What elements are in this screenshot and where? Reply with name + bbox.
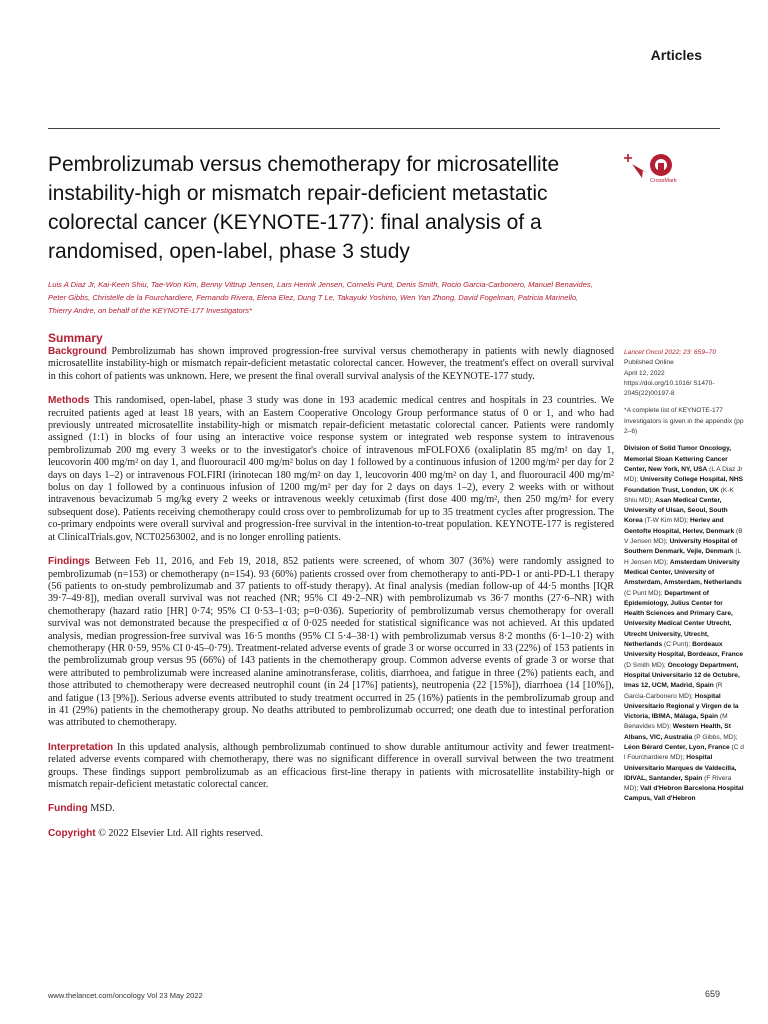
footer-journal: www.thelancet.com/oncology Vol 23 May 2022: [48, 991, 203, 1000]
publish-date: April 12, 2022: [624, 369, 665, 377]
interpretation-text: In this updated analysis, although pembrolizumab continued to show durable antitumour activity and fewer treatment-related adverse events compared with chemotherapy, there was no significant difference in overall survival between the two treatment groups. These findings support pembrolizumab as an efficacious first-line therapy in patients with microsatellite instability-high or mismatch repair-deficient metastatic colorectal cancer.: [48, 741, 614, 790]
affiliation-entry: Division of Solid Tumor Oncology, Memorial Sloan Kettering Cancer Center, New York, NY, USA (L A Diaz Jr MD);: [624, 445, 743, 484]
funding-label: Funding: [48, 803, 88, 815]
sidebar: [624, 348, 744, 812]
page-number: 659: [704, 989, 720, 999]
funding-text: MSD.: [87, 803, 115, 815]
abstract-interpretation: [48, 742, 614, 792]
affiliations: [624, 444, 744, 804]
abstract-findings: [48, 556, 614, 730]
background-label: Background: [48, 346, 107, 357]
published-online: Published Online: [624, 359, 674, 367]
findings-label: Findings: [48, 556, 91, 568]
methods-label: Methods: [48, 395, 90, 407]
journal-citation: Lancet Oncol 2022; 23: 659–70: [624, 349, 717, 356]
affiliation-entry: Bordeaux University Hospital, Bordeaux, France (D Smith MD);: [624, 641, 744, 669]
affiliation-entry: Hospital Universitario Marques de Valdecilla, IDIVAL, Santander, Spain (F Rivera MD);: [624, 754, 737, 793]
affiliation-entry: University Hospital of Southern Denmark, Vejle, Denmark (L H Jensen MD);: [624, 538, 742, 566]
affiliation-entry: Vall d'Hebron Barcelona Hospital Campus, Vall d'Hebron: [624, 785, 744, 803]
crossmark-badge[interactable]: [622, 152, 678, 190]
copyright-text: © 2022 Elsevier Ltd. All rights reserved.: [95, 827, 263, 839]
author-list: Luis A Diaz Jr, Kai-Keen Shiu, Tae-Won Kim, Benny Vittrup Jensen, Lars Henrik Jensen, Cornelis Punt, Denis Smith, Rocio Garcia-Carbonero, Manuel Benavides, Peter Gibbs, Christelle de la Fourchardiere, Fernando Rivera, Elena Elez, Dung T Le, Takayuki Yoshino, Wen Yan Zhong, David Fogelman, Patricia Marinello, Thierry Andre, on behalf of the KEYNOTE-177 Investigators*: [48, 280, 593, 315]
affiliation-entry: Asan Medical Center, University of Ulsan, Seoul, South Korea (T-W Kim MD);: [624, 496, 728, 525]
affiliation-entry: Hospital Universitario Regional y Virgen de la Victoria, IBIMA, Málaga, Spain (M Benavides MD);: [624, 692, 739, 731]
abstract-body: [48, 346, 614, 852]
crossmark-label: CrossMark: [650, 178, 677, 184]
affiliation-entry: Amsterdam University Medical Center, University of Amsterdam, Amsterdam, Netherlands (C Punt MD);: [624, 558, 742, 597]
background-text: Pembrolizumab has shown improved progression-free survival versus chemotherapy in patients with newly diagnosed microsatellite instability-high or mismatch repair-deficient metastatic colorectal cancer. However, the treatment's effect on overall survival in this cohort of patients was unknown. Here, we present the final overall survival analysis of the KEYNOTE-177 study.: [48, 346, 614, 382]
affiliation-entry: Oncology Department, Hospital Universitario 12 de Octubre, Imas 12, UCM, Madrid, Spain (R Garcia-Carbonero MD);: [624, 661, 740, 700]
findings-text: Between Feb 11, 2016, and Feb 19, 2018, 852 patients were screened, of whom 307 (36%) were randomly assigned to pembrolizumab (n=153) or chemotherapy (n=154). 93 (60%) patients crossed over from chemotherapy to anti-PD-1 or anti-PD-L1 therapy (56 patients to on-study pembrolizumab and 37 patients to off-study therapy). At final analysis (median follow-up of 44·5 months [IQR 39·7–49·8]), median overall survival was not reached (NR; 95% CI 49·2–NR) with pembrolizumab vs 36·7 months (27·6–NR) with chemotherapy (hazard ratio [HR] 0·74; 95% CI 0·53–1·03; p=0·036). Superiority of pembrolizumab versus chemotherapy for overall survival was not demonstrated because the prespecified α of 0·025 needed for statistical significance was not achieved. At this updated analysis, median progression-free survival was 16·5 months (95% CI 5·4–38·1) with pembrolizumab versus 8·2 months (6·1–10·2) with chemotherapy (HR 0·59, 95% CI 0·45–0·79). Treatment-related adverse events of grade 3 or worse occurred in 33 (22%) of 153 patients in the pembrolizumab group versus 95 (66%) of 143 patients in the chemotherapy group. Common adverse events of grade 3 or worse that were attributed to pembrolizumab were increased alanine aminotransferase, colitis, diarrhoea, and fatigue in three (2%) patients each, and those attributed to chemotherapy were decreased neutrophil count (in 24 [17%] patients), neutropenia (22 [15%]), diarrhoea (14 [10%]), and fatigue (13 [9%]). Serious adverse events attributed to study treatment occurred in 25 (16%) patients in the pembrolizumab group and in 41 (29%) patients in the chemotherapy group. No deaths attributed to pembrolizumab occurred; one death due to intestinal perforation was attributed to chemotherapy.: [48, 556, 614, 729]
citation-block: [624, 348, 744, 399]
abstract-funding: [48, 803, 614, 815]
interpretation-label: Interpretation: [48, 741, 114, 753]
article-title: Pembrolizumab versus chemotherapy for microsatellite instability-high or mismatch repair-deficient metastatic colorectal cancer (KEYNOTE-177): final analysis of a randomised, open-label, phase 3 study: [48, 153, 560, 263]
doi-link[interactable]: https://doi.org/10.1016/ S1470-2045(22)00197-8: [624, 379, 715, 398]
affiliation-entry: Department of Epidemiology, Julius Center for Health Sciences and Primary Care, University Medical Center Utrecht, Utrecht University, Utrecht, Netherlands (C Punt);: [624, 589, 733, 649]
affiliation-entry: Léon Bérard Center, Lyon, France (C d l Fourchardiere MD);: [624, 743, 744, 762]
header-rule: [48, 128, 720, 129]
crossmark-icon: [622, 152, 678, 190]
methods-text: This randomised, open-label, phase 3 study was done in 193 academic medical centres and hospitals in 23 countries. We recruited patients aged at least 18 years, with an Eastern Cooperative Oncology Group performance status of 0 or 1, and who had previously untreated microsatellite instability-high or mismatch repair-deficient metastatic colorectal cancer. Patients were randomly assigned (1:1) in blocks of four using an interactive voice response system or integrated web response system to intravenous pembrolizumab 200 mg every 3 weeks or to the investigator's choice of intravenous mFOLFOX6 (oxaliplatin 85 mg/m² on day 1, leucovorin 400 mg/m² on day 1, and fluorouracil 400 mg/m² bolus on day 1 followed by a continuous infusion of 1200 mg/m² per day for 2 days on days 1–2) or intravenous FOLFIRI (irinotecan 180 mg/m² on day 1, leucovorin 400 mg/m² on day 1, and fluorouracil 400 mg/m² bolus on day 1 followed by a continuous infusion of 1200 mg/m² per day for 2 days on days 1–2), every 2 weeks with or without intravenous bevacizumab 5 mg/kg every 2 weeks or intravenous weekly cetuximab (first dose 400 mg/m², then 250 mg/m² for every subsequent dose). Patients receiving chemotherapy could cross over to pembrolizumab for up to 35 treatment cycles after progression. The co-primary endpoints were overall survival and progression-free survival in the intention-to-treat population. KEYNOTE-177 is registered at ClinicalTrials.gov, NCT02563002, and is no longer enrolling patients.: [48, 395, 614, 543]
summary-heading: Summary: [48, 331, 103, 345]
abstract-copyright: [48, 828, 614, 840]
abstract-background: [48, 346, 614, 383]
affiliation-entry: University College Hospital, NHS Foundation Trust, London, UK (K-K Shiu MD);: [624, 476, 744, 504]
abstract-methods: [48, 395, 614, 544]
affiliation-entry: Western Health, St Albans, VIC, Australia (P Gibbs, MD);: [624, 723, 738, 741]
section-label: Articles: [650, 47, 702, 63]
copyright-label: Copyright: [48, 827, 96, 839]
affiliation-entry: Herlev and Gentofte Hospital, Herlev, Denmark (B V Jensen MD);: [624, 517, 743, 546]
investigators-note: *A complete list of KEYNOTE-177 Investigators is given in the appendix (pp 2–6): [624, 407, 744, 436]
